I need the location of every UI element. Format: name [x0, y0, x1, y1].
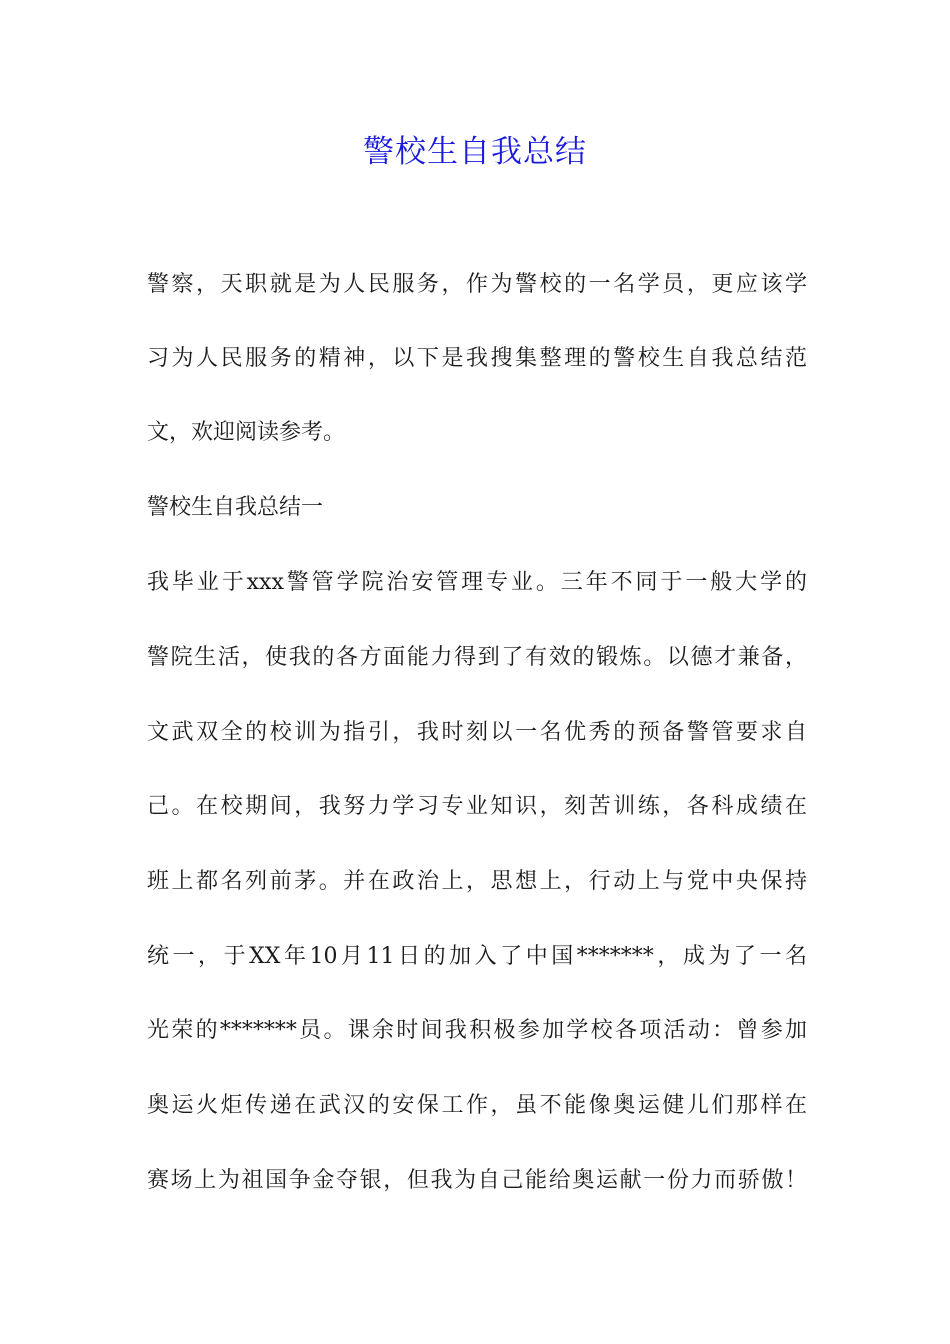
paragraph-line: 习为人民服务的精神，以下是我搜集整理的警校生自我总结范	[147, 346, 807, 371]
paragraph-line: 文武双全的校训为指引，我时刻以一名优秀的预备警管要求自	[147, 720, 807, 745]
paragraph-line: 班上都名列前茅。并在政治上，思想上，行动上与党中央保持	[147, 869, 807, 894]
paragraph-line: 文，欢迎阅读参考。	[147, 420, 346, 445]
paragraph-line: 光荣的*******员。课余时间我积极参加学校各项活动：曾参加	[147, 1018, 807, 1043]
section-heading: 警校生自我总结一	[147, 495, 324, 520]
paragraph-line: 我毕业于xxx警管学院治安管理专业。三年不同于一般大学的	[147, 570, 807, 595]
paragraph-line: 警察，天职就是为人民服务，作为警校的一名学员，更应该学	[147, 272, 807, 297]
paragraph-line: 警院生活，使我的各方面能力得到了有效的锻炼。以德才兼备，	[147, 645, 807, 670]
paragraph-line: 奥运火炬传递在武汉的安保工作，虽不能像奥运健儿们那样在	[147, 1093, 807, 1118]
document-title: 警校生自我总结	[363, 134, 587, 170]
paragraph-line: 统一，于XX年10月11日的加入了中国*******，成为了一名	[147, 944, 807, 969]
paragraph-line: 己。在校期间，我努力学习专业知识，刻苦训练，各科成绩在	[147, 794, 807, 819]
paragraph-line: 赛场上为祖国争金夺银，但我为自己能给奥运献一份力而骄傲！	[147, 1168, 807, 1193]
